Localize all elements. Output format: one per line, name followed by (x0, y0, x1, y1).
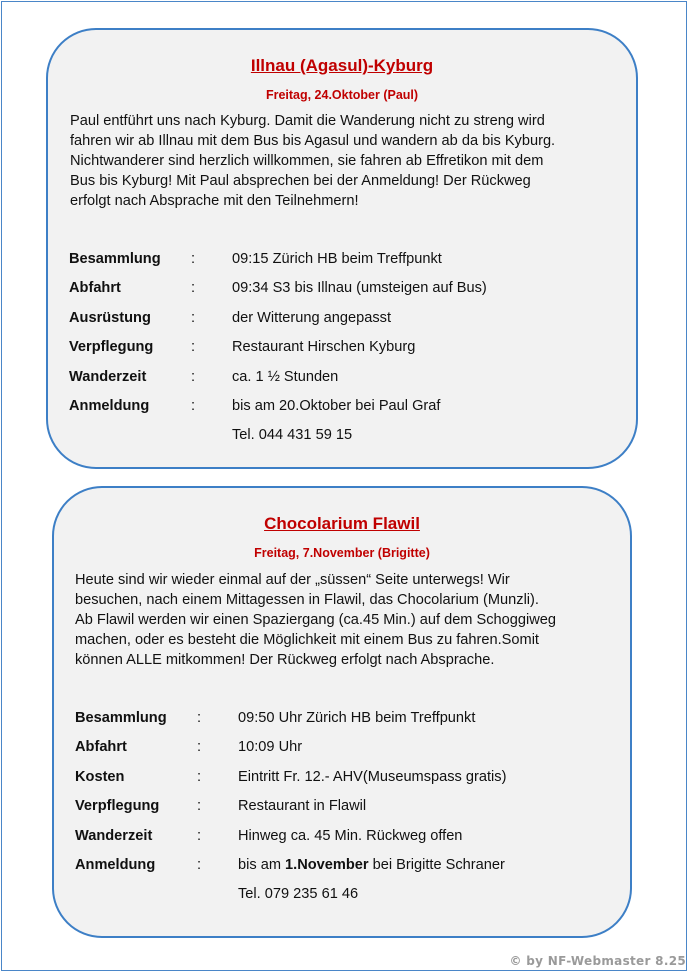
phone-number: Tel. 079 235 61 46 (238, 886, 359, 903)
detail-colon: : (197, 768, 202, 785)
detail-label: Ausrüstung (69, 309, 151, 326)
detail-label: Wanderzeit (69, 368, 147, 385)
event-description (70, 111, 555, 211)
detail-value: ca. 1 ½ Stunden (232, 368, 339, 385)
description-line: Bus bis Kyburg! Mit Paul absprechen bei der Anmeldung! Der Rückweg (70, 173, 531, 189)
event-date: Freitag, 24.Oktober (Paul) (265, 88, 419, 102)
detail-colon: : (197, 827, 202, 844)
detail-label: Besammlung (75, 710, 167, 726)
description-line: Paul entführt uns nach Kyburg. Damit die Wanderung nicht zu streng wird (70, 113, 545, 129)
description-line: besuchen, nach einem Mittagessen in Flawil, das Chocolarium (Munzli). (75, 592, 539, 608)
value-suffix: bei Brigitte Schraner (368, 856, 505, 873)
detail-label: Verpflegung (75, 798, 160, 815)
detail-value: 09:34 S3 bis Illnau (umsteigen auf Bus) (232, 280, 487, 297)
detail-colon: : (191, 397, 196, 414)
detail-label: Besammlung (69, 251, 161, 267)
detail-colon: : (191, 309, 196, 326)
detail-value: 10:09 Uhr (238, 739, 303, 756)
detail-colon: : (197, 710, 202, 726)
event-date: Freitag, 7.November (Brigitte) (254, 546, 430, 560)
detail-label: Kosten (75, 768, 125, 785)
event-title: Illnau (Agasul)-Kyburg (250, 56, 434, 75)
detail-value: bis am 20.Oktober bei Paul Graf (232, 397, 441, 414)
detail-label: Verpflegung (69, 339, 154, 356)
detail-label: Wanderzeit (75, 827, 153, 844)
description-line: Nichtwanderer sind herzlich willkommen, sie fahren ab Effretikon mit dem (70, 153, 544, 169)
event-card-kyburg (46, 28, 638, 469)
description-line: Heute sind wir wieder einmal auf der „süssen“ Seite unterwegs! Wir (75, 572, 510, 588)
description-line: machen, oder es besteht die Möglichkeit mit einem Bus zu fahren.Somit (75, 632, 539, 648)
description-line: erfolgt nach Absprache mit den Teilnehmern! (70, 193, 359, 209)
detail-label: Abfahrt (69, 280, 121, 297)
detail-colon: : (197, 739, 202, 756)
detail-value: 09:50 Uhr Zürich HB beim Treffpunkt (238, 710, 476, 726)
detail-colon: : (191, 339, 196, 356)
detail-value (238, 857, 505, 873)
footer-copyright: © by NF-Webmaster 8.25 (509, 954, 686, 968)
detail-value: Restaurant in Flawil (238, 798, 367, 815)
deadline-date: 1.November (285, 856, 369, 873)
description-line: fahren wir ab Illnau mit dem Bus bis Agasul und wandern ab da bis Kyburg. (70, 133, 556, 149)
description-line: Ab Flawil werden wir einen Spaziergang (ca.45 Min.) auf dem Schoggiweg (75, 612, 557, 628)
detail-colon: : (191, 368, 196, 385)
phone-number: Tel. 044 431 59 15 (232, 427, 353, 444)
event-description (75, 570, 556, 670)
value-prefix: bis am (238, 856, 286, 873)
detail-colon: : (191, 251, 196, 267)
detail-label: Abfahrt (75, 739, 127, 756)
detail-label: Anmeldung (75, 856, 156, 873)
detail-value: Restaurant Hirschen Kyburg (232, 339, 416, 356)
event-card-chocolarium (52, 486, 632, 938)
detail-value: 09:15 Zürich HB beim Treffpunkt (232, 251, 442, 267)
detail-colon: : (197, 856, 202, 873)
detail-colon: : (191, 280, 196, 297)
detail-colon: : (197, 798, 202, 815)
detail-value: Eintritt Fr. 12.- AHV(Museumspass gratis) (238, 768, 507, 785)
detail-value: Hinweg ca. 45 Min. Rückweg offen (238, 827, 463, 844)
detail-label: Anmeldung (69, 397, 150, 414)
description-line: können ALLE mitkommen! Der Rückweg erfolgt nach Absprache. (75, 652, 495, 668)
event-title: Chocolarium Flawil (264, 514, 420, 533)
detail-value: der Witterung angepasst (232, 309, 391, 326)
